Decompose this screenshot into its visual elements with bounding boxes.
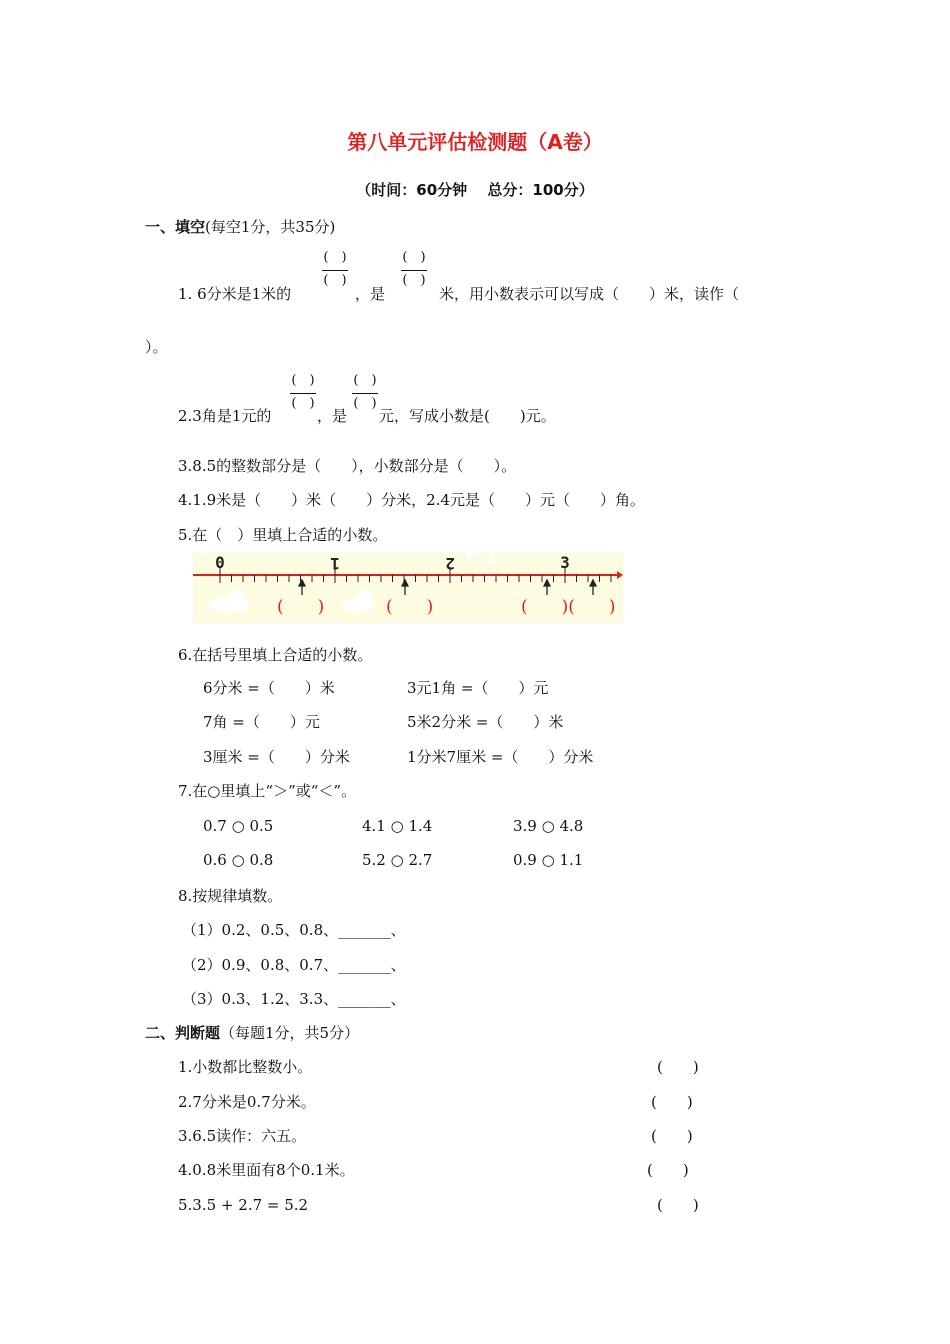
q1-text-a: 1. 6分米是1米的 [178,285,292,303]
q7-item: 0.6 ○ 0.8 [203,851,274,869]
q7-item: 0.9 ○ 1.1 [513,851,584,869]
q2-text-c: 元，写成小数是( )元。 [379,407,556,425]
judge-answer-4[interactable]: ( ) [647,1161,689,1179]
fraction-bar [290,393,316,394]
axis-arrow [617,571,623,579]
section-fill-heading [145,217,335,237]
q5: 5.在（ ）里填上合适的小数。 [178,526,388,544]
judge-item-5: 5.3.5 + 2.7 = 5.2 [178,1196,309,1214]
q7-item: 3.9 ○ 4.8 [513,817,584,835]
number-line-blank-1[interactable]: ( ) [277,597,325,617]
fraction-bar [322,270,348,271]
exam-info: （时间：60分钟 总分：100分） [356,181,594,199]
q7-item: 4.1 ○ 1.4 [362,817,433,835]
judge-answer-2[interactable]: ( ) [651,1093,693,1111]
judge-answer-5[interactable]: ( ) [657,1196,699,1214]
q1-fraction-2 [400,249,428,293]
q2-text-b: ，是 [317,407,348,425]
fraction-denominator: ( ) [402,273,426,288]
fraction-numerator: ( ) [353,373,377,388]
section-fill-note: (每空1分，共35分) [205,218,336,236]
judge-item-1: 1.小数都比整数小。 [178,1058,313,1076]
decorative-notch [465,553,497,563]
fraction-denominator: ( ) [291,396,315,411]
tick-label-1: 1 [330,554,340,573]
q4: 4.1.9米是（ ）米（ ）分米，2.4元是（ ）元（ ）角。 [178,491,646,509]
section-judge-title: 二、判断题 [145,1024,221,1042]
q7-stem: 7.在○里填上“＞”或“＜”。 [178,782,357,800]
section-judge-heading [145,1023,359,1043]
q2-fraction-2 [351,372,379,416]
number-line-blank-3[interactable]: ( )( ) [521,597,616,617]
q6-item: 1分米7厘米 =（ ）分米 [407,748,594,766]
q8-stem: 8.按规律填数。 [178,887,283,905]
fraction-numerator: ( ) [323,250,347,265]
up-arrow-icon [402,580,408,595]
tick-label-3: 3 [560,553,570,572]
q3: 3.8.5的整数部分是（ ），小数部分是（ ）。 [178,457,517,475]
section-fill-title: 一、填空 [145,218,206,236]
fraction-denominator: ( ) [353,396,377,411]
decorative-blob-middle [342,589,374,613]
page-title: 第八单元评估检测题（A卷） [347,130,603,154]
fraction-denominator: ( ) [323,273,347,288]
q7-item: 0.7 ○ 0.5 [203,817,274,835]
judge-item-4: 4.0.8米里面有8个0.1米。 [178,1161,355,1179]
q6-item: 6分米 =（ ）米 [203,679,335,697]
judge-item-2: 2.7分米是0.7分米。 [178,1093,316,1111]
tick-label-2: 2 [445,554,455,573]
q6-item: 3厘米 =（ ）分米 [203,748,350,766]
fraction-bar [352,393,378,394]
judge-answer-3[interactable]: ( ) [651,1127,693,1145]
decorative-blob-left [209,589,249,613]
q6-stem: 6.在括号里填上合适的小数。 [178,646,373,664]
up-arrow-icon [590,580,596,595]
fraction-numerator: ( ) [291,373,315,388]
q6-item: 7角 =（ ）元 [203,713,320,731]
q8-item-2: （2）0.9、0.8、0.7、_______、 [182,956,406,974]
judge-answer-1[interactable]: ( ) [657,1058,699,1076]
q2-fraction-1 [289,372,317,416]
q7-item: 5.2 ○ 2.7 [362,851,433,869]
tick-label-0: 0 [215,553,225,572]
q1-text-d: ）。 [145,338,168,356]
fraction-numerator: ( ) [402,250,426,265]
q8-item-3: （3）0.3、1.2、3.3、_______、 [182,990,406,1008]
fraction-bar [401,270,427,271]
q1-fraction-1 [321,249,349,293]
number-line-blank-2[interactable]: ( ) [386,597,434,617]
up-arrow-icon [299,580,305,595]
judge-item-3: 3.6.5读作：六五。 [178,1127,307,1145]
up-arrow-icon [544,580,550,595]
section-judge-note: （每题1分，共5分） [220,1024,360,1042]
q6-item: 3元1角 =（ ）元 [407,679,549,697]
q8-item-1: （1）0.2、0.5、0.8、_______、 [182,921,406,939]
q6-item: 5米2分米 =（ ）米 [407,713,564,731]
number-line-figure [193,553,623,623]
q1-text-c: 米，用小数表示可以写成（ ）米，读作（ [439,285,740,303]
q1-text-b: ，是 [355,285,386,303]
q2-text-a: 2.3角是1元的 [178,407,272,425]
